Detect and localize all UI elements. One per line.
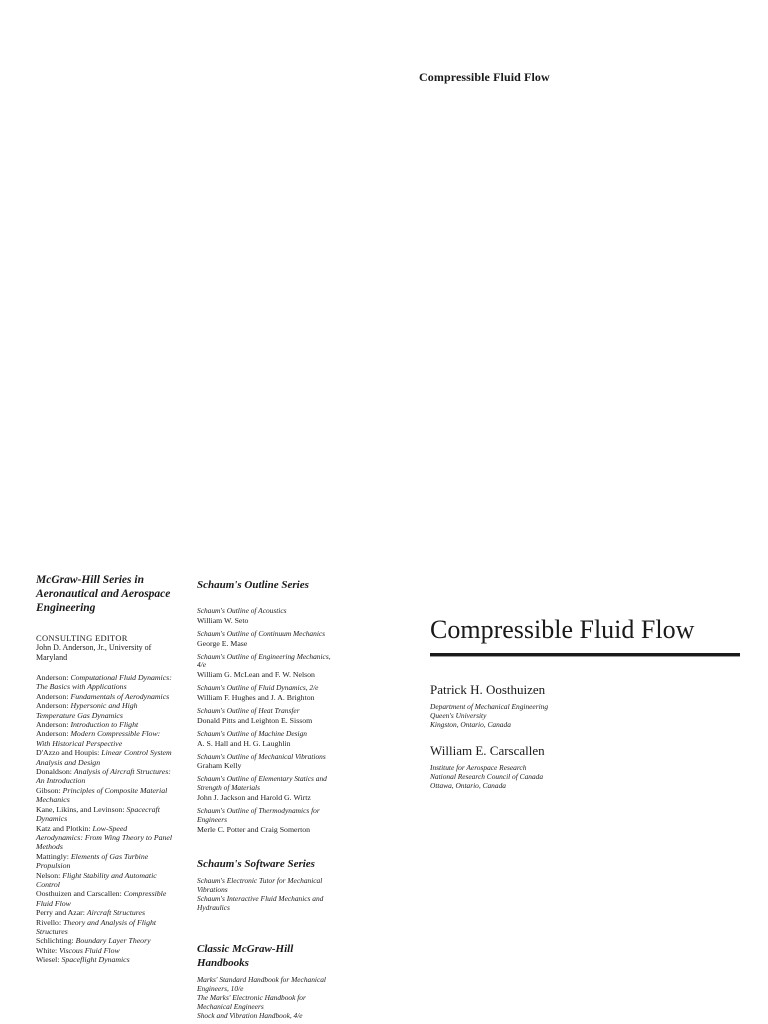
series-entry [36, 673, 188, 682]
entry-author: Perry and Azar: [36, 908, 87, 918]
aero-series-list [36, 673, 188, 965]
entry-title: Mechanics [36, 795, 70, 805]
entry-title: Introduction to Flight [70, 720, 139, 730]
series-entry [36, 758, 188, 767]
series-entry [36, 955, 188, 964]
series-entry [36, 880, 188, 889]
outline-author: Merle C. Potter and Craig Somerton [197, 824, 311, 834]
affiliation-line: Kingston, Ontario, Canada [430, 720, 511, 729]
entry-title: Hypersonic and High [70, 701, 138, 711]
entry-title: The Basics with Applications [36, 682, 127, 692]
entry-title: Analysis of Aircraft Structures: [73, 767, 171, 777]
series-entry [36, 918, 188, 927]
entry-title: Spacecraft [126, 804, 160, 814]
series-entry [36, 946, 188, 955]
series-entry [36, 927, 188, 936]
entry-title: Elements of Gas Turbine [70, 851, 149, 861]
author-name: William E. Carscallen [430, 743, 545, 758]
outline-author: Graham Kelly [197, 761, 242, 771]
affiliation-line: National Research Council of Canada [430, 772, 544, 781]
entry-title: Spaceflight Dynamics [61, 955, 130, 965]
outline-title: Strength of Materials [197, 783, 260, 793]
entry-title: Control [36, 879, 60, 889]
entry-author: White: [36, 945, 60, 955]
entry-title: Principles of Composite Material [62, 785, 168, 795]
handbook-item: Marks' Standard Handbook for Mechanical [197, 974, 326, 984]
outline-item [197, 730, 357, 748]
entry-title: Methods [36, 842, 63, 852]
outline-title: 4/e [197, 660, 207, 670]
outline-title: Schaum's Outline of Elementary Statics and [197, 774, 327, 784]
entry-title: Computational Fluid Dynamics: [70, 673, 172, 682]
title-block [430, 615, 746, 790]
outline-item [197, 807, 357, 834]
series-entry [36, 908, 188, 917]
outline-title: Schaum's Outline of Machine Design [197, 728, 307, 738]
author-block [430, 743, 746, 790]
entry-author: Donaldson: [36, 767, 74, 777]
series-entry [36, 786, 188, 795]
outline-author: William F. Hughes and J. A. Brighton [197, 692, 315, 702]
entry-author: Oosthuizen and Carscallen: [36, 889, 124, 899]
entry-title: Theory and Analysis of Flight [63, 917, 157, 927]
series-entry [36, 720, 188, 729]
entry-title: Fluid Flow [36, 898, 71, 908]
software-item: Schaum's Interactive Fluid Mechanics and [197, 893, 324, 903]
aero-series-heading: McGraw-Hill Series in Aeronautical and Aerospace Engineering [36, 574, 171, 614]
entry-title: Temperature Gas Dynamics [36, 710, 123, 720]
series-entry [36, 899, 188, 908]
series-entry [36, 776, 188, 785]
page-header-title: Compressible Fluid Flow [419, 70, 550, 84]
entry-title: Analysis and Design [36, 757, 101, 767]
affiliation-line: Department of Mechanical Engineering [430, 702, 549, 711]
series-entry [36, 861, 188, 870]
author-list [430, 682, 746, 790]
series-entry [36, 842, 188, 851]
software-series-section [197, 857, 357, 912]
software-item: Hydraulics [197, 902, 230, 912]
entry-author: Anderson: [36, 691, 71, 701]
outline-title: Engineers [197, 814, 227, 824]
series-entry [36, 814, 188, 823]
book-title: Compressible Fluid Flow [430, 615, 695, 644]
schaum-outline-list [197, 607, 357, 834]
entry-title: Compressible [123, 889, 167, 899]
title-rule [430, 653, 740, 657]
entry-author: Wiesel: [36, 955, 62, 965]
author-affiliation [430, 763, 746, 790]
series-entry [36, 805, 188, 814]
entry-author: Anderson: [36, 701, 71, 711]
entry-author: Anderson: [36, 729, 71, 739]
author-name: Patrick H. Oosthuizen [430, 682, 546, 697]
series-entry [36, 748, 188, 757]
series-entry [36, 871, 188, 880]
outline-title: Schaum's Outline of Acoustics [197, 606, 287, 615]
outline-item [197, 775, 357, 802]
handbook-item: Mechanical Engineers [197, 1002, 264, 1012]
series-entry [36, 767, 188, 776]
classic-handbooks-heading: Classic McGraw-Hill Handbooks [197, 942, 294, 969]
consulting-editor-label: CONSULTING EDITOR [36, 633, 128, 643]
entry-title: Fundamentals of Aerodynamics [70, 691, 170, 701]
series-entry [36, 711, 188, 720]
outline-title: Schaum's Outline of Continuum Mechanics [197, 628, 326, 638]
aero-series-column [36, 573, 188, 965]
series-entry [36, 692, 188, 701]
outline-item [197, 753, 357, 771]
classic-handbooks-section [197, 942, 357, 1020]
entry-author: D'Azzo and Houpis: [36, 748, 102, 758]
series-entry [36, 795, 188, 804]
entry-title: Aircraft Structures [86, 908, 146, 918]
entry-title: Boundary Layer Theory [75, 936, 151, 946]
software-series-heading: Schaum's Software Series [197, 857, 315, 870]
handbook-item: The Marks' Electronic Handbook for [197, 993, 306, 1003]
outline-title: Schaum's Outline of Engineering Mechanics, [197, 651, 331, 661]
schaum-outline-heading: Schaum's Outline Series [197, 579, 309, 591]
outline-author: William G. McLean and F. W. Nelson [197, 670, 315, 680]
series-entry [36, 824, 188, 833]
entry-author: Anderson: [36, 673, 71, 682]
entry-title: Aerodynamics: From Wing Theory to Panel [36, 832, 173, 842]
entry-author: Schlichting: [36, 936, 76, 946]
software-item: Vibrations [197, 884, 228, 894]
outline-title: Schaum's Outline of Thermodynamics for [197, 805, 320, 815]
series-entry [36, 936, 188, 945]
entry-title: Modern Compressible Flow: [70, 729, 161, 739]
entry-title: Low-Speed [92, 823, 128, 833]
outline-author: Donald Pitts and Leighton E. Sissom [197, 715, 313, 725]
software-series-list [197, 876, 357, 912]
outline-author: George E. Mase [197, 638, 248, 648]
series-entry [36, 852, 188, 861]
handbook-item: Engineers, 10/e [197, 984, 244, 994]
outline-title: Schaum's Outline of Fluid Dynamics, 2/e [197, 683, 319, 693]
software-item: Schaum's Electronic Tutor for Mechanical [197, 875, 323, 885]
schaum-column [197, 578, 357, 1020]
entry-author: Rivello: [36, 917, 64, 927]
series-entry [36, 889, 188, 898]
outline-item [197, 653, 357, 680]
series-entry [36, 833, 188, 842]
entry-title: Viscous Fluid Flow [59, 945, 120, 955]
entry-title: Linear Control System [101, 748, 172, 758]
author-affiliation [430, 702, 746, 729]
entry-author: Gibson: [36, 785, 63, 795]
consulting-editor-name: John D. Anderson, Jr., University of Maryland [36, 643, 152, 662]
series-entry [36, 739, 188, 748]
entry-author: Nelson: [36, 870, 63, 880]
series-entry [36, 729, 188, 738]
outline-author: John J. Jackson and Harold G. Wirtz [197, 792, 311, 802]
outline-author: A. S. Hall and H. G. Laughlin [197, 738, 291, 748]
outline-title: Schaum's Outline of Mechanical Vibrations [197, 751, 326, 761]
handbook-item: Shock and Vibration Handbook, 4/e [197, 1011, 303, 1021]
outline-author: William W. Seto [197, 615, 249, 625]
outline-item [197, 630, 357, 648]
entry-author: Anderson: [36, 720, 71, 730]
entry-author: Katz and Plotkin: [36, 823, 93, 833]
outline-item [197, 707, 357, 725]
outline-item [197, 684, 357, 702]
entry-title: Structures [36, 926, 68, 936]
entry-author: Mattingly: [36, 851, 71, 861]
classic-handbooks-list [197, 975, 357, 1020]
series-entry [36, 701, 188, 710]
author-block [430, 682, 746, 729]
entry-title: Dynamics [36, 814, 68, 824]
series-entry [36, 682, 188, 691]
affiliation-line: Queen's University [430, 711, 487, 720]
affiliation-line: Ottawa, Ontario, Canada [430, 781, 506, 790]
entry-title: Flight Stability and Automatic [62, 870, 157, 880]
outline-item [197, 607, 357, 625]
entry-title: An Introduction [36, 776, 86, 786]
entry-author: Kane, Likins, and Levinson: [36, 804, 127, 814]
entry-title: Propulsion [36, 861, 71, 871]
entry-title: With Historical Perspective [36, 738, 123, 748]
affiliation-line: Institute for Aerospace Research [430, 763, 527, 772]
outline-title: Schaum's Outline of Heat Transfer [197, 705, 300, 715]
